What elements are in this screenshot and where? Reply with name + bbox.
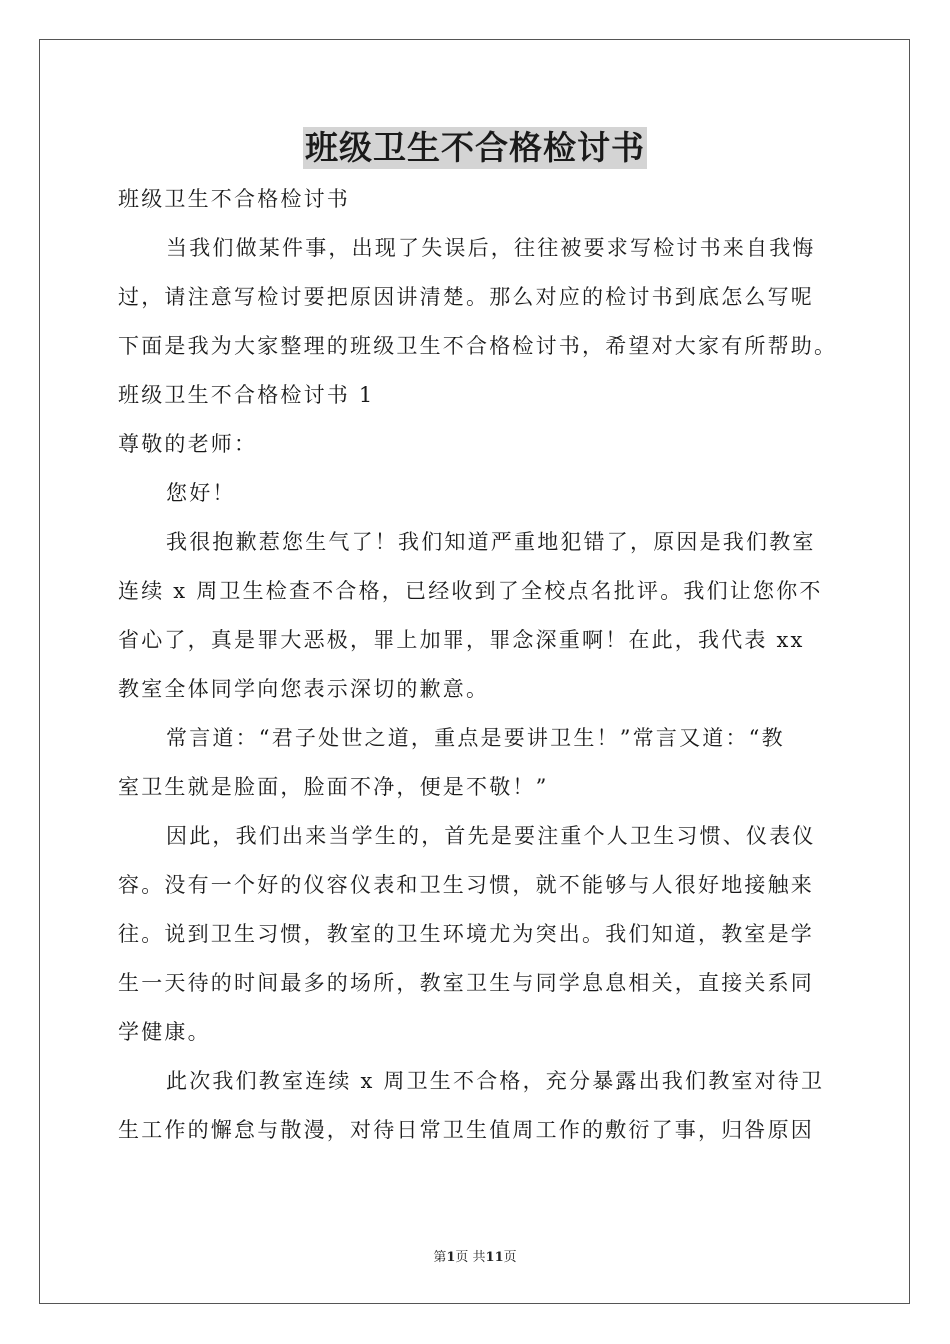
body-line: 室卫生就是脸面，脸面不净，便是不敬！” (118, 775, 549, 799)
document-body (118, 175, 838, 1155)
body-line: 往。说到卫生习惯，教室的卫生环境尤为突出。我们知道，教室是学 (118, 922, 814, 946)
body-line: 教室全体同学向您表示深切的歉意。 (118, 677, 490, 701)
body-line: 当我们做某件事，出现了失误后，往往被要求写检讨书来自我悔 (166, 236, 816, 260)
document-title: 班级卫生不合格检讨书 (305, 128, 645, 167)
page-suffix: 页 (503, 1250, 517, 1265)
page-footer (0, 1246, 950, 1265)
body-line: 容。没有一个好的仪容仪表和卫生习惯，就不能够与人很好地接触来 (118, 873, 814, 897)
body-line: 此次我们教室连续 x 周卫生不合格，充分暴露出我们教室对待卫 (166, 1069, 825, 1093)
salutation: 尊敬的老师： (118, 432, 258, 456)
body-line: 生一天待的时间最多的场所，教室卫生与同学息息相关，直接关系同 (118, 971, 814, 995)
body-line: 常言道：“君子处世之道，重点是要讲卫生！”常言又道：“教 (166, 726, 785, 750)
page-number: 1 (446, 1250, 456, 1265)
greeting: 您好！ (166, 481, 236, 505)
body-line: 因此，我们出来当学生的，首先是要注重个人卫生习惯、仪表仪 (166, 824, 816, 848)
page-prefix: 第 (433, 1250, 447, 1265)
body-line: 过，请注意写检讨要把原因讲清楚。那么对应的检讨书到底怎么写呢 (118, 285, 814, 309)
page-mid: 页 共 (455, 1250, 486, 1265)
body-line: 我很抱歉惹您生气了！我们知道严重地犯错了，原因是我们教室 (166, 530, 816, 554)
title-container (0, 127, 950, 169)
body-line: 生工作的懈怠与散漫，对待日常卫生值周工作的敷衍了事，归咎原因 (118, 1118, 814, 1142)
body-line: 连续 x 周卫生检查不合格，已经收到了全校点名批评。我们让您你不 (118, 579, 823, 603)
body-line: 学健康。 (118, 1020, 211, 1044)
body-line: 省心了，真是罪大恶极，罪上加罪，罪念深重啊！在此，我代表 xx (118, 628, 805, 652)
total-pages: 11 (485, 1250, 504, 1265)
section-heading: 班级卫生不合格检讨书 1 (118, 383, 375, 407)
body-line: 班级卫生不合格检讨书 (118, 187, 350, 211)
body-line: 下面是我为大家整理的班级卫生不合格检讨书，希望对大家有所帮助。 (118, 334, 838, 358)
